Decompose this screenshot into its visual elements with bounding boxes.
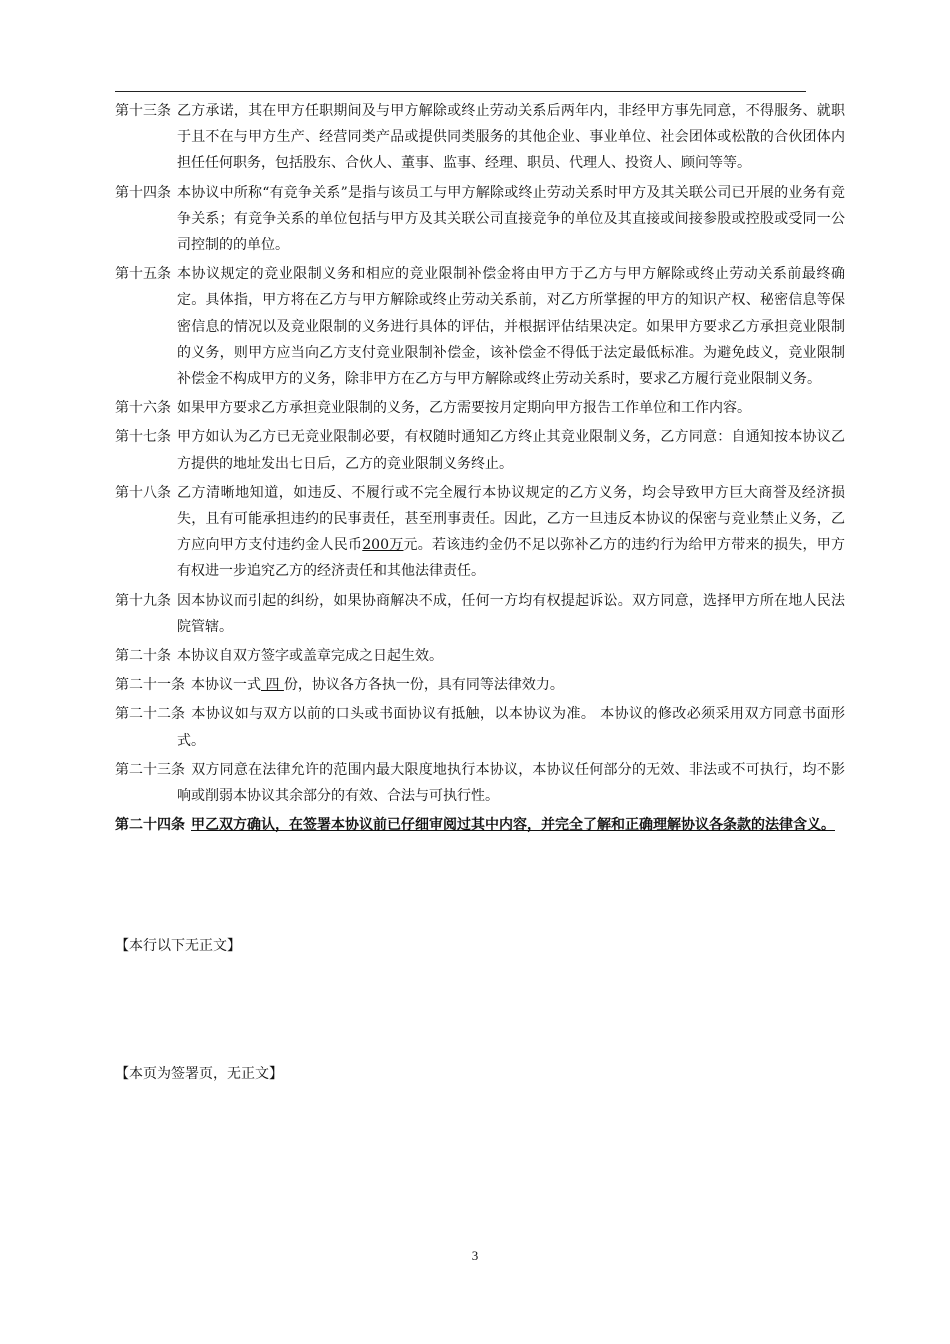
clause-text: [177, 485, 845, 580]
clause-number: 第十九条: [115, 592, 171, 609]
clause-text: 本协议自双方签字或盖章完成之日起生效。: [177, 648, 443, 665]
clause-20: [115, 643, 845, 669]
clause-number: 第十六条: [115, 400, 171, 417]
clause-number: 第十三条: [115, 103, 171, 119]
clause-number: 第二十一条: [115, 677, 185, 694]
copy-count: 四: [261, 677, 284, 694]
clause-23: [115, 757, 845, 809]
clause-19: [115, 588, 845, 640]
clause-text: 本协议如与双方以前的口头或书面协议有抵触，以本协议为准。 本协议的修改必须采用双方同意书面形式。: [177, 706, 845, 749]
clause-text: 本协议规定的竞业限制义务和相应的竞业限制补偿金将由甲方于乙方与甲方解除或终止劳动关系前最终确定。具体指，甲方将在乙方与甲方解除或终止劳动关系前，对乙方所掌握的甲方的知识产权、秘密信息等保密信息的情况以及竞业限制的义务进行具体的评估，并根据评估结果决定。如果甲方要求乙方承担竞业限制的义务，则甲方应当向乙方支付竞业限制补偿金，该补偿金不得低于法定最低标准。为避免歧义，竞业限制补偿金不构成甲方的义务，除非甲方在乙方与甲方解除或终止劳动关系时，要求乙方履行竞业限制义务。: [177, 266, 845, 388]
clause-15: [115, 261, 845, 392]
signature-page-note: 【本页为签署页，无正文】: [115, 1066, 283, 1082]
clause-text: 乙方承诺，其在甲方任职期间及与甲方解除或终止劳动关系后两年内，非经甲方事先同意，不得服务、就职于且不在与甲方生产、经营同类产品或提供同类服务的其他企业、事业单位、社会团体或松散的合伙团体内担任任何职务，包括股东、合伙人、董事、监事、经理、职员、代理人、投资人、顾问等等。: [177, 103, 845, 172]
clause-list: [115, 98, 845, 841]
clause-text: 甲乙双方确认，在签署本协议前已仔细审阅过其中内容，并完全了解和正确理解协议各条款的法律含义。: [191, 817, 835, 834]
clause-21: [115, 672, 845, 698]
clause-text-part: 元。若该违约金仍不足以弥补乙方的违约行为给甲方带来的损失，甲方有权进一步追究乙方的经济责任和其他法律责任。: [177, 537, 846, 580]
clause-13: [115, 98, 845, 177]
clause-text-part: 份，协议各方各执一份，具有同等法律效力。: [283, 677, 564, 694]
clause-number: 第二十二条: [115, 706, 185, 723]
clause-number: 第十四条: [115, 184, 171, 201]
page-number: 3: [471, 1248, 479, 1263]
clause-17: [115, 424, 845, 476]
end-of-text-note: 【本行以下无正文】: [115, 938, 241, 954]
clause-22: [115, 701, 845, 753]
clause-number: 第二十四条: [115, 817, 185, 834]
penalty-amount: 200万: [362, 537, 404, 554]
clause-number: 第二十条: [115, 648, 171, 665]
clause-text: [177, 677, 564, 693]
clause-text: 甲方如认为乙方已无竞业限制必要，有权随时通知乙方终止其竞业限制义务，乙方同意：自通知按本协议乙方提供的地址发出七日后，乙方的竞业限制义务终止。: [177, 429, 845, 472]
clause-number: 第十五条: [115, 266, 171, 283]
clause-24: [115, 812, 845, 838]
clause-number: 第十七条: [115, 429, 171, 446]
clause-number: 第十八条: [115, 484, 171, 501]
clause-text-part: 本协议一式: [191, 677, 261, 694]
clause-text-part: 乙方清晰地知道，如违反、不履行或不完全履行本协议规定的乙方义务，均会导致甲方巨大商誉及经济损失，且有可能承担违约的民事责任，甚至刑事责任。因此，乙方一旦违反本协议的保密与竞业禁止义务，乙方应向甲方支付违约金人民币: [177, 484, 845, 554]
clause-text: 如果甲方要求乙方承担竞业限制的义务，乙方需要按月定期向甲方报告工作单位和工作内容。: [177, 400, 751, 417]
clause-14: [115, 180, 845, 259]
clause-text: 双方同意在法律允许的范围内最大限度地执行本协议，本协议任何部分的无效、非法或不可执行，均不影响或削弱本协议其余部分的有效、合法与可执行性。: [177, 761, 845, 805]
header-rule: [115, 91, 806, 92]
clause-number: 第二十三条: [115, 761, 185, 778]
clause-text: 本协议中所称“有竞争关系”是指与该员工与甲方解除或终止劳动关系时甲方及其关联公司已开展的业务有竞争关系；有竞争关系的单位包括与甲方及其关联公司直接竞争的单位及其直接或间接参股或控股或受同一公司控制的的单位。: [177, 184, 845, 254]
clause-16: [115, 395, 845, 421]
clause-text: 因本协议而引起的纠纷，如果协商解决不成，任何一方均有权提起诉讼。双方同意，选择甲方所在地人民法院管辖。: [177, 592, 845, 635]
clause-18: [115, 480, 845, 585]
